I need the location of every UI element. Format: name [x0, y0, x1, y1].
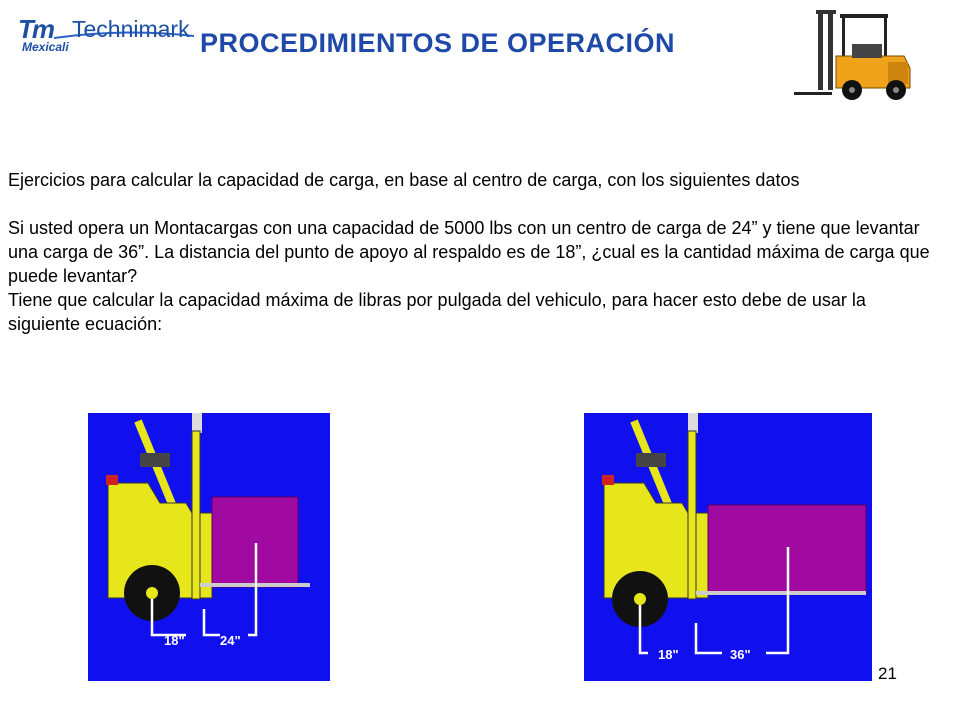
dimension-label-36: 36" [730, 647, 751, 662]
paragraph-problem: Si usted opera un Montacargas con una capacidad de 5000 lbs con un centro de carga de 24” y tiene que levantar una carga de 36”. La distancia del punto de apoyo al respaldo es de 18”, ¿cual es la cantidad máxima de carga que puede levantar? [8, 218, 930, 286]
logo-city: Mexicali [22, 40, 69, 54]
dimension-label-24: 24" [220, 633, 241, 648]
logo-mark: Tm [18, 14, 53, 44]
paragraph-intro: Ejercicios para calcular la capacidad de carga, en base al centro de carga, con los siguientes datos [8, 170, 800, 190]
page-title: PROCEDIMIENTOS DE OPERACIÓN [200, 28, 676, 58]
dimension-label-18: 18" [164, 633, 185, 648]
logo-name: Technimark [72, 16, 190, 42]
forklift-diagram-36 [584, 413, 872, 681]
page-number: 21 [878, 664, 897, 683]
body-text [8, 168, 938, 336]
forklift-photo [792, 6, 922, 102]
paragraph-instructions: Tiene que calcular la capacidad máxima de libras por pulgada del vehiculo, para hacer esto debe de usar la siguiente ecuación: [8, 290, 866, 334]
forklift-diagram-24 [88, 413, 330, 681]
company-logo [14, 12, 194, 52]
dimension-label-18: 18" [658, 647, 679, 662]
